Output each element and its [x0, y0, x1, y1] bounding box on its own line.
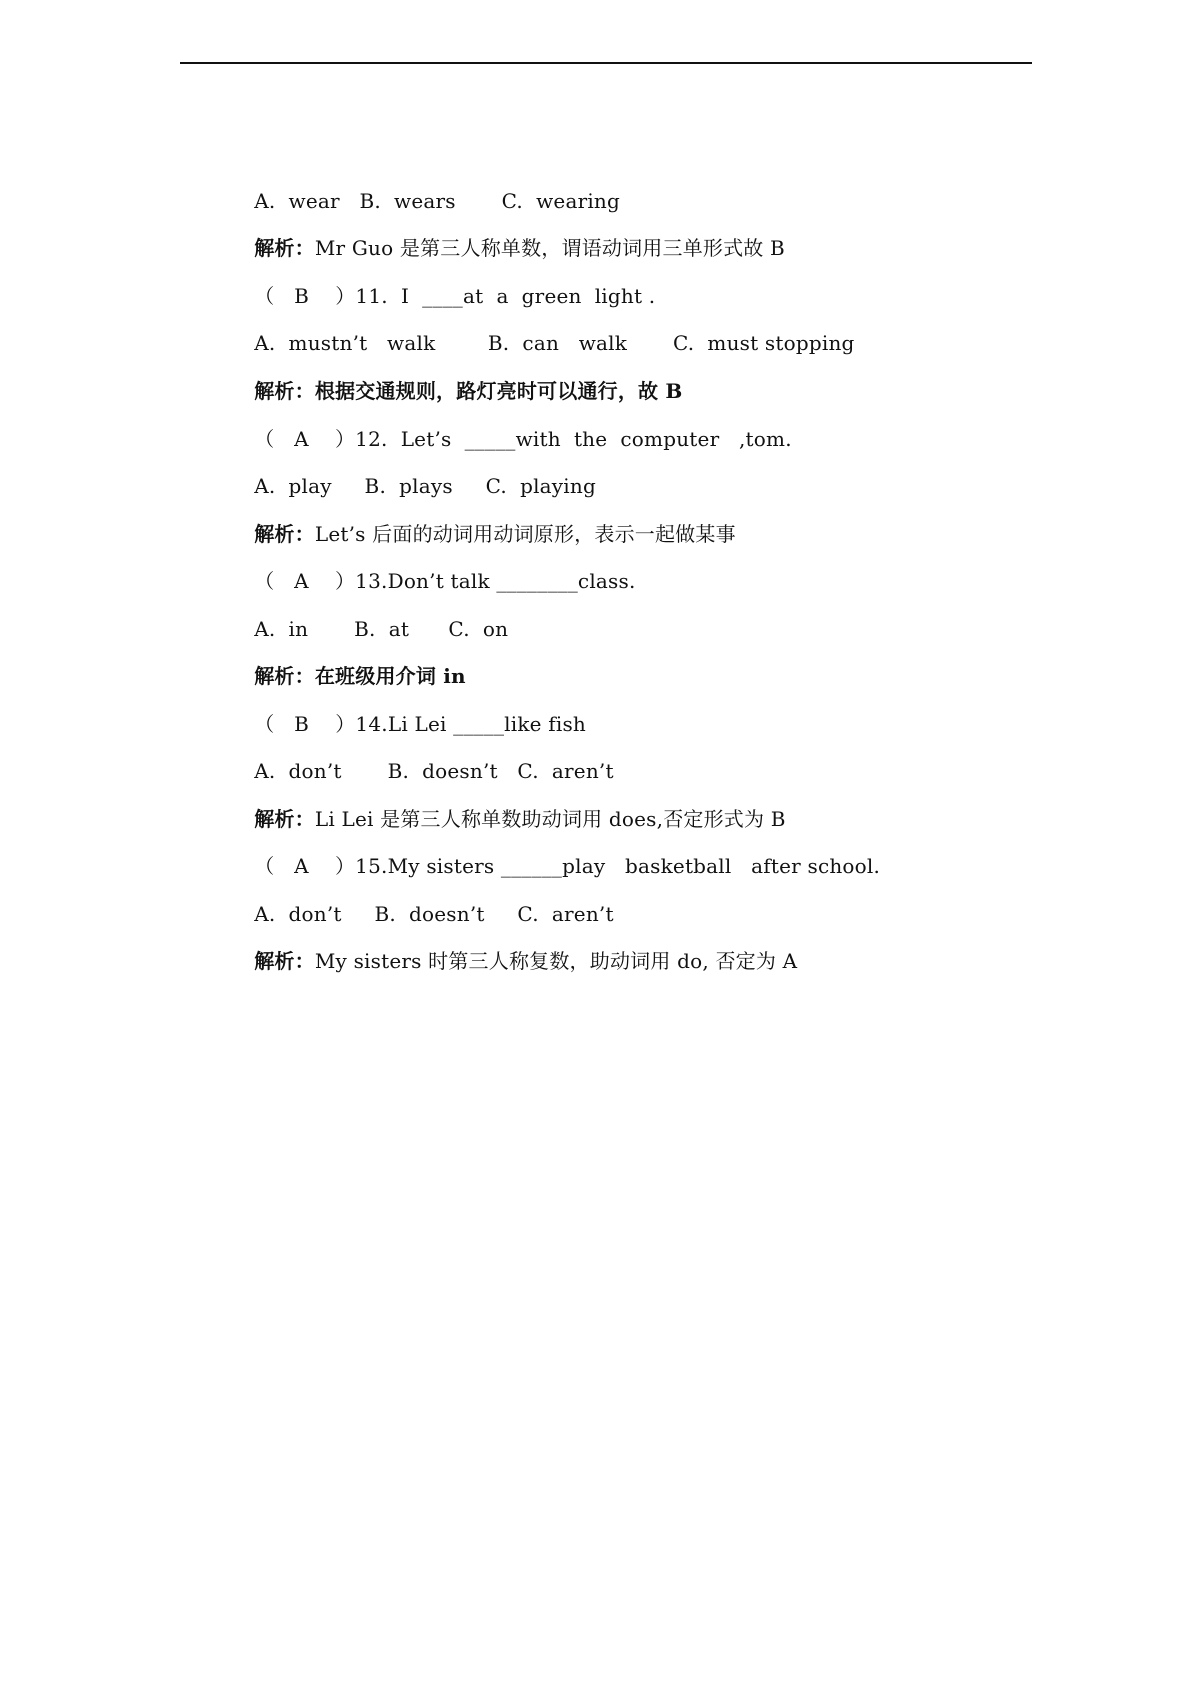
analysis-text: 在班级用介词 in — [314, 664, 466, 688]
analysis-text: Let’s 后面的动词用动词原形，表示一起做某事 — [314, 522, 736, 546]
analysis-text: Li Lei 是第三人称单数助动词用 does,否定形式为 B — [314, 807, 786, 831]
line-text: A. don’t B. doesn’t C. aren’t — [254, 902, 614, 926]
analysis-label: 解析： — [254, 379, 315, 403]
line-text: A. play B. plays C. playing — [254, 474, 596, 498]
question-text: （ A ）13.Don’t talk ________class. — [254, 569, 636, 593]
analysis-label: 解析： — [254, 664, 315, 688]
line-text: A. in B. at C. on — [254, 617, 509, 641]
question-text: （ A ）12. Let’s _____with the computer ,tom. — [254, 427, 792, 451]
analysis-text: 根据交通规则，路灯亮时可以通行，故 B — [314, 379, 683, 403]
analysis-label: 解析： — [254, 949, 315, 973]
question-text: （ A ）15.My sisters ______play basketball after school. — [254, 854, 881, 878]
header-rule — [180, 62, 1032, 64]
analysis-text: My sisters 时第三人称复数，助动词用 do, 否定为 A — [314, 949, 798, 973]
analysis-label: 解析： — [254, 807, 315, 831]
line-text: A. don’t B. doesn’t C. aren’t — [254, 759, 614, 783]
question-text: （ B ）14.Li Lei _____like fish — [254, 712, 586, 736]
analysis-text: Mr Guo 是第三人称单数，谓语动词用三单形式故 B — [314, 236, 785, 260]
line-text: A. wear B. wears C. wearing — [254, 189, 621, 213]
analysis-line — [228, 916, 797, 1006]
line-text: A. mustn’t walk B. can walk C. must stopping — [254, 331, 855, 355]
question-text: （ B ）11. I ____at a green light . — [254, 284, 656, 308]
analysis-label: 解析： — [254, 236, 315, 260]
analysis-label: 解析： — [254, 522, 315, 546]
